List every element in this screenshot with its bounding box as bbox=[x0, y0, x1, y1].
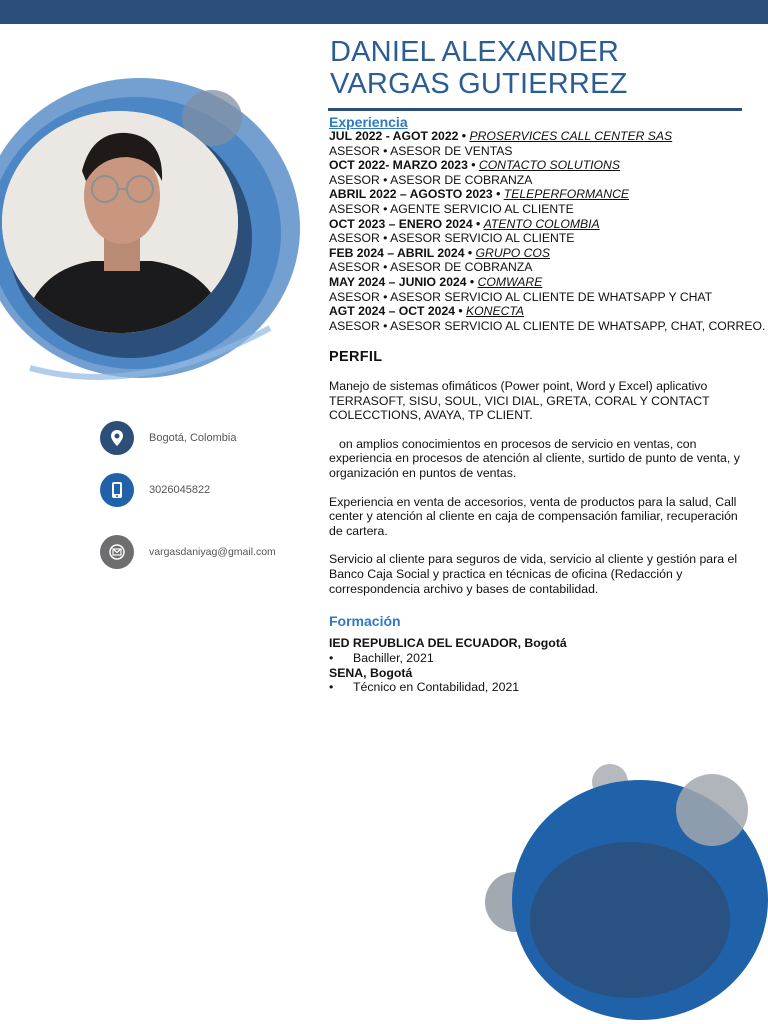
top-bar bbox=[0, 0, 768, 24]
experience-dates bbox=[329, 246, 759, 261]
experience-role: ASESOR • ASESOR DE COBRANZA bbox=[329, 172, 533, 187]
contact-location bbox=[100, 421, 236, 455]
experience-role: ASESOR • ASESOR SERVICIO AL CLIENTE bbox=[329, 231, 575, 246]
profile-paragraph: Manejo de sistemas ofimáticos (Power point, Word y Excel) aplicativo TERRASOFT, SISU, SOUL, VICI DIAL, GRETA, CORAL Y CONTACT COLECCTIONS, AVAYA, TP CLIENT. bbox=[329, 379, 710, 423]
experience-list bbox=[329, 129, 766, 333]
education-detail: • Técnico en Contabilidad, 2021 bbox=[329, 680, 749, 695]
phone-text: 3026045822 bbox=[149, 484, 211, 496]
experience-dates-text: OCT 2022- MARZO 2023 • bbox=[329, 158, 479, 173]
education-heading: Formación bbox=[329, 613, 401, 629]
experience-company: CONTACTO SOLUTIONS bbox=[478, 158, 620, 173]
experience-company: ATENTO COLOMBIA bbox=[483, 216, 600, 231]
contact-phone bbox=[100, 473, 210, 507]
profile-paragraph: Experiencia en venta de accesorios, venta de productos para la salud, Call center y atención al cliente en caja de compensación familiar, recuperación de cartera. bbox=[329, 494, 738, 538]
experience-dates bbox=[329, 217, 759, 232]
location-pin-icon bbox=[100, 421, 134, 455]
heading-rule bbox=[328, 108, 742, 111]
experience-dates-text: FEB 2024 – ABRIL 2024 • bbox=[329, 245, 476, 260]
experience-role: ASESOR • ASESOR SERVICIO AL CLIENTE DE WHATSAPP, CHAT, CORREO. bbox=[329, 318, 766, 333]
experience-role: ASESOR • AGENTE SERVICIO AL CLIENTE bbox=[329, 201, 574, 216]
experience-dates bbox=[329, 158, 759, 173]
experience-company: TELEPERFORMANCE bbox=[503, 187, 630, 202]
experience-dates bbox=[329, 187, 759, 202]
education-list bbox=[329, 636, 749, 695]
decorative-blob-bottom-right bbox=[480, 760, 768, 1024]
profile-paragraph: on amplios conocimientos en procesos de servicio en ventas, con experiencia en procesos de atención al cliente, surtido de punto de venta, y organización en puntos de ventas. bbox=[329, 436, 740, 480]
experience-heading: Experiencia bbox=[329, 114, 408, 130]
experience-role: ASESOR • ASESOR DE VENTAS bbox=[329, 143, 513, 158]
experience-dates bbox=[329, 275, 759, 290]
phone-icon bbox=[100, 473, 134, 507]
location-text: Bogotá, Colombia bbox=[149, 432, 237, 444]
education-school: SENA, Bogotá bbox=[329, 665, 413, 680]
email-text[interactable]: vargasdaniyag@gmail.com bbox=[149, 546, 276, 558]
experience-company: GRUPO COS bbox=[475, 245, 551, 260]
education-detail: • Bachiller, 2021 bbox=[329, 651, 749, 666]
experience-dates-text: OCT 2023 – ENERO 2024 • bbox=[329, 216, 484, 231]
experience-dates bbox=[329, 129, 759, 144]
experience-dates-text: AGT 2024 – OCT 2024 • bbox=[329, 304, 467, 319]
experience-company: PROSERVICES CALL CENTER SAS bbox=[469, 129, 673, 143]
experience-role: ASESOR • ASESOR SERVICIO AL CLIENTE DE WHATSAPP Y CHAT bbox=[329, 289, 713, 304]
profile-heading: PERFIL bbox=[329, 349, 383, 365]
name-line-1: DANIEL ALEXANDER bbox=[330, 36, 620, 68]
experience-dates bbox=[329, 304, 759, 319]
profile-text bbox=[329, 379, 749, 610]
experience-company: KONECTA bbox=[466, 304, 525, 319]
contact-email bbox=[100, 535, 276, 569]
name-line-2: VARGAS GUTIERREZ bbox=[330, 68, 628, 100]
experience-dates-text: MAY 2024 – JUNIO 2024 • bbox=[329, 274, 478, 289]
experience-dates-text: ABRIL 2022 – AGOSTO 2023 • bbox=[329, 187, 504, 202]
profile-paragraph: Servicio al cliente para seguros de vida, servicio al cliente y gestión para el Banco Caja Social y practica en técnicas de oficina (Redacción y correspondencia archivo y bases de contabilidad. bbox=[329, 552, 738, 596]
mail-icon bbox=[100, 535, 134, 569]
experience-dates-text: JUL 2022 - AGOT 2022 • bbox=[329, 129, 470, 143]
candidate-name bbox=[330, 36, 750, 100]
education-school: IED REPUBLICA DEL ECUADOR, Bogotá bbox=[329, 636, 567, 650]
profile-photo bbox=[2, 111, 238, 333]
experience-company: COMWARE bbox=[477, 274, 543, 289]
experience-role: ASESOR • ASESOR DE COBRANZA bbox=[329, 260, 533, 275]
